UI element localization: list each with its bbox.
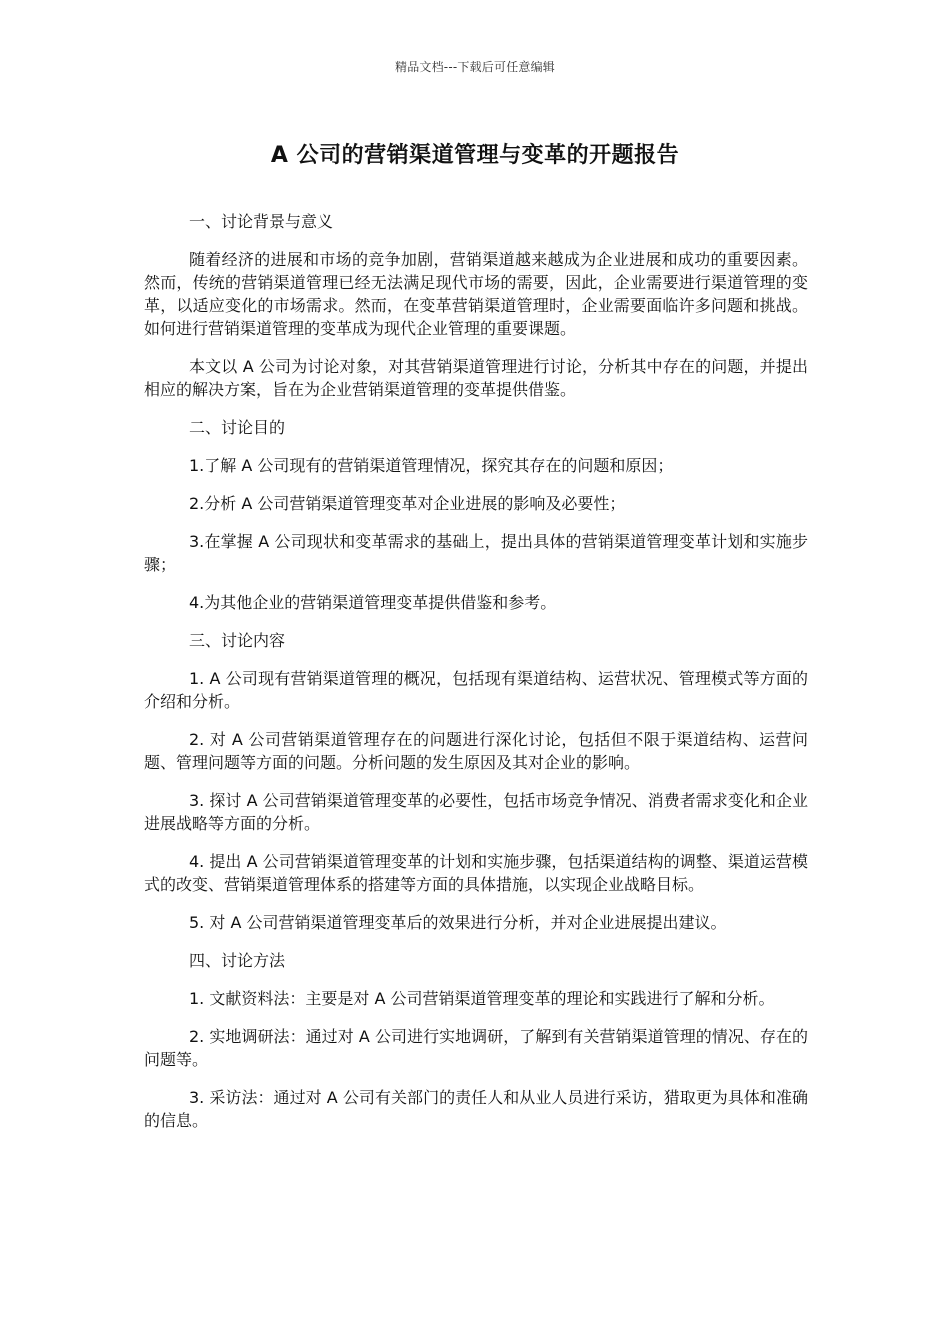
list-item: 2. 实地调研法：通过对 A 公司进行实地调研，了解到有关营销渠道管理的情况、存在的问题等。: [144, 1027, 808, 1069]
list-item: 1. A 公司现有营销渠道管理的概况，包括现有渠道结构、运营状况、管理模式等方面的介绍和分析。: [144, 669, 808, 711]
document-body: [144, 210, 808, 1147]
list-item: 1. 文献资料法：主要是对 A 公司营销渠道管理变革的理论和实践进行了解和分析。: [189, 989, 775, 1008]
document-title: A 公司的营销渠道管理与变革的开题报告: [270, 143, 680, 168]
list-item: 4. 提出 A 公司营销渠道管理变革的计划和实施步骤，包括渠道结构的调整、渠道运营模式的改变、营销渠道管理体系的搭建等方面的具体措施，以实现企业战略目标。: [144, 852, 808, 894]
section-heading-purpose: 二、讨论目的: [189, 418, 286, 437]
list-item: 2. 对 A 公司营销渠道管理存在的问题进行深化讨论，包括但不限于渠道结构、运营问题、管理问题等方面的问题。分析问题的发生原因及其对企业的影响。: [144, 730, 808, 772]
list-item: 5. 对 A 公司营销渠道管理变革后的效果进行分析，并对企业进展提出建议。: [189, 913, 727, 932]
paragraph: 本文以 A 公司为讨论对象，对其营销渠道管理进行讨论，分析其中存在的问题，并提出相应的解决方案，旨在为企业营销渠道管理的变革提供借鉴。: [144, 357, 808, 399]
list-item: 3.在掌握 A 公司现状和变革需求的基础上，提出具体的营销渠道管理变革计划和实施步骤；: [144, 532, 808, 574]
list-item: 4.为其他企业的营销渠道管理变革提供借鉴和参考。: [189, 593, 557, 612]
section-heading-content: 三、讨论内容: [189, 631, 286, 650]
list-item: 1.了解 A 公司现有的营销渠道管理情况，探究其存在的问题和原因；: [189, 456, 674, 475]
list-item: 3. 采访法：通过对 A 公司有关部门的责任人和从业人员进行采访，猎取更为具体和准确的信息。: [144, 1088, 808, 1130]
section-heading-background: 一、讨论背景与意义: [189, 212, 334, 231]
list-item: 3. 探讨 A 公司营销渠道管理变革的必要性，包括市场竞争情况、消费者需求变化和企业进展战略等方面的分析。: [144, 791, 808, 833]
section-heading-method: 四、讨论方法: [189, 951, 286, 970]
header-note: 精品文档---下载后可任意编辑: [395, 60, 555, 74]
paragraph: 随着经济的进展和市场的竞争加剧，营销渠道越来越成为企业进展和成功的重要因素。然而，传统的营销渠道管理已经无法满足现代市场的需要，因此，企业需要进行渠道管理的变革，以适应变化的市场需求。然而，在变革营销渠道管理时，企业需要面临许多问题和挑战。如何进行营销渠道管理的变革成为现代企业管理的重要课题。: [144, 250, 808, 338]
list-item: 2.分析 A 公司营销渠道管理变革对企业进展的影响及必要性；: [189, 494, 626, 513]
